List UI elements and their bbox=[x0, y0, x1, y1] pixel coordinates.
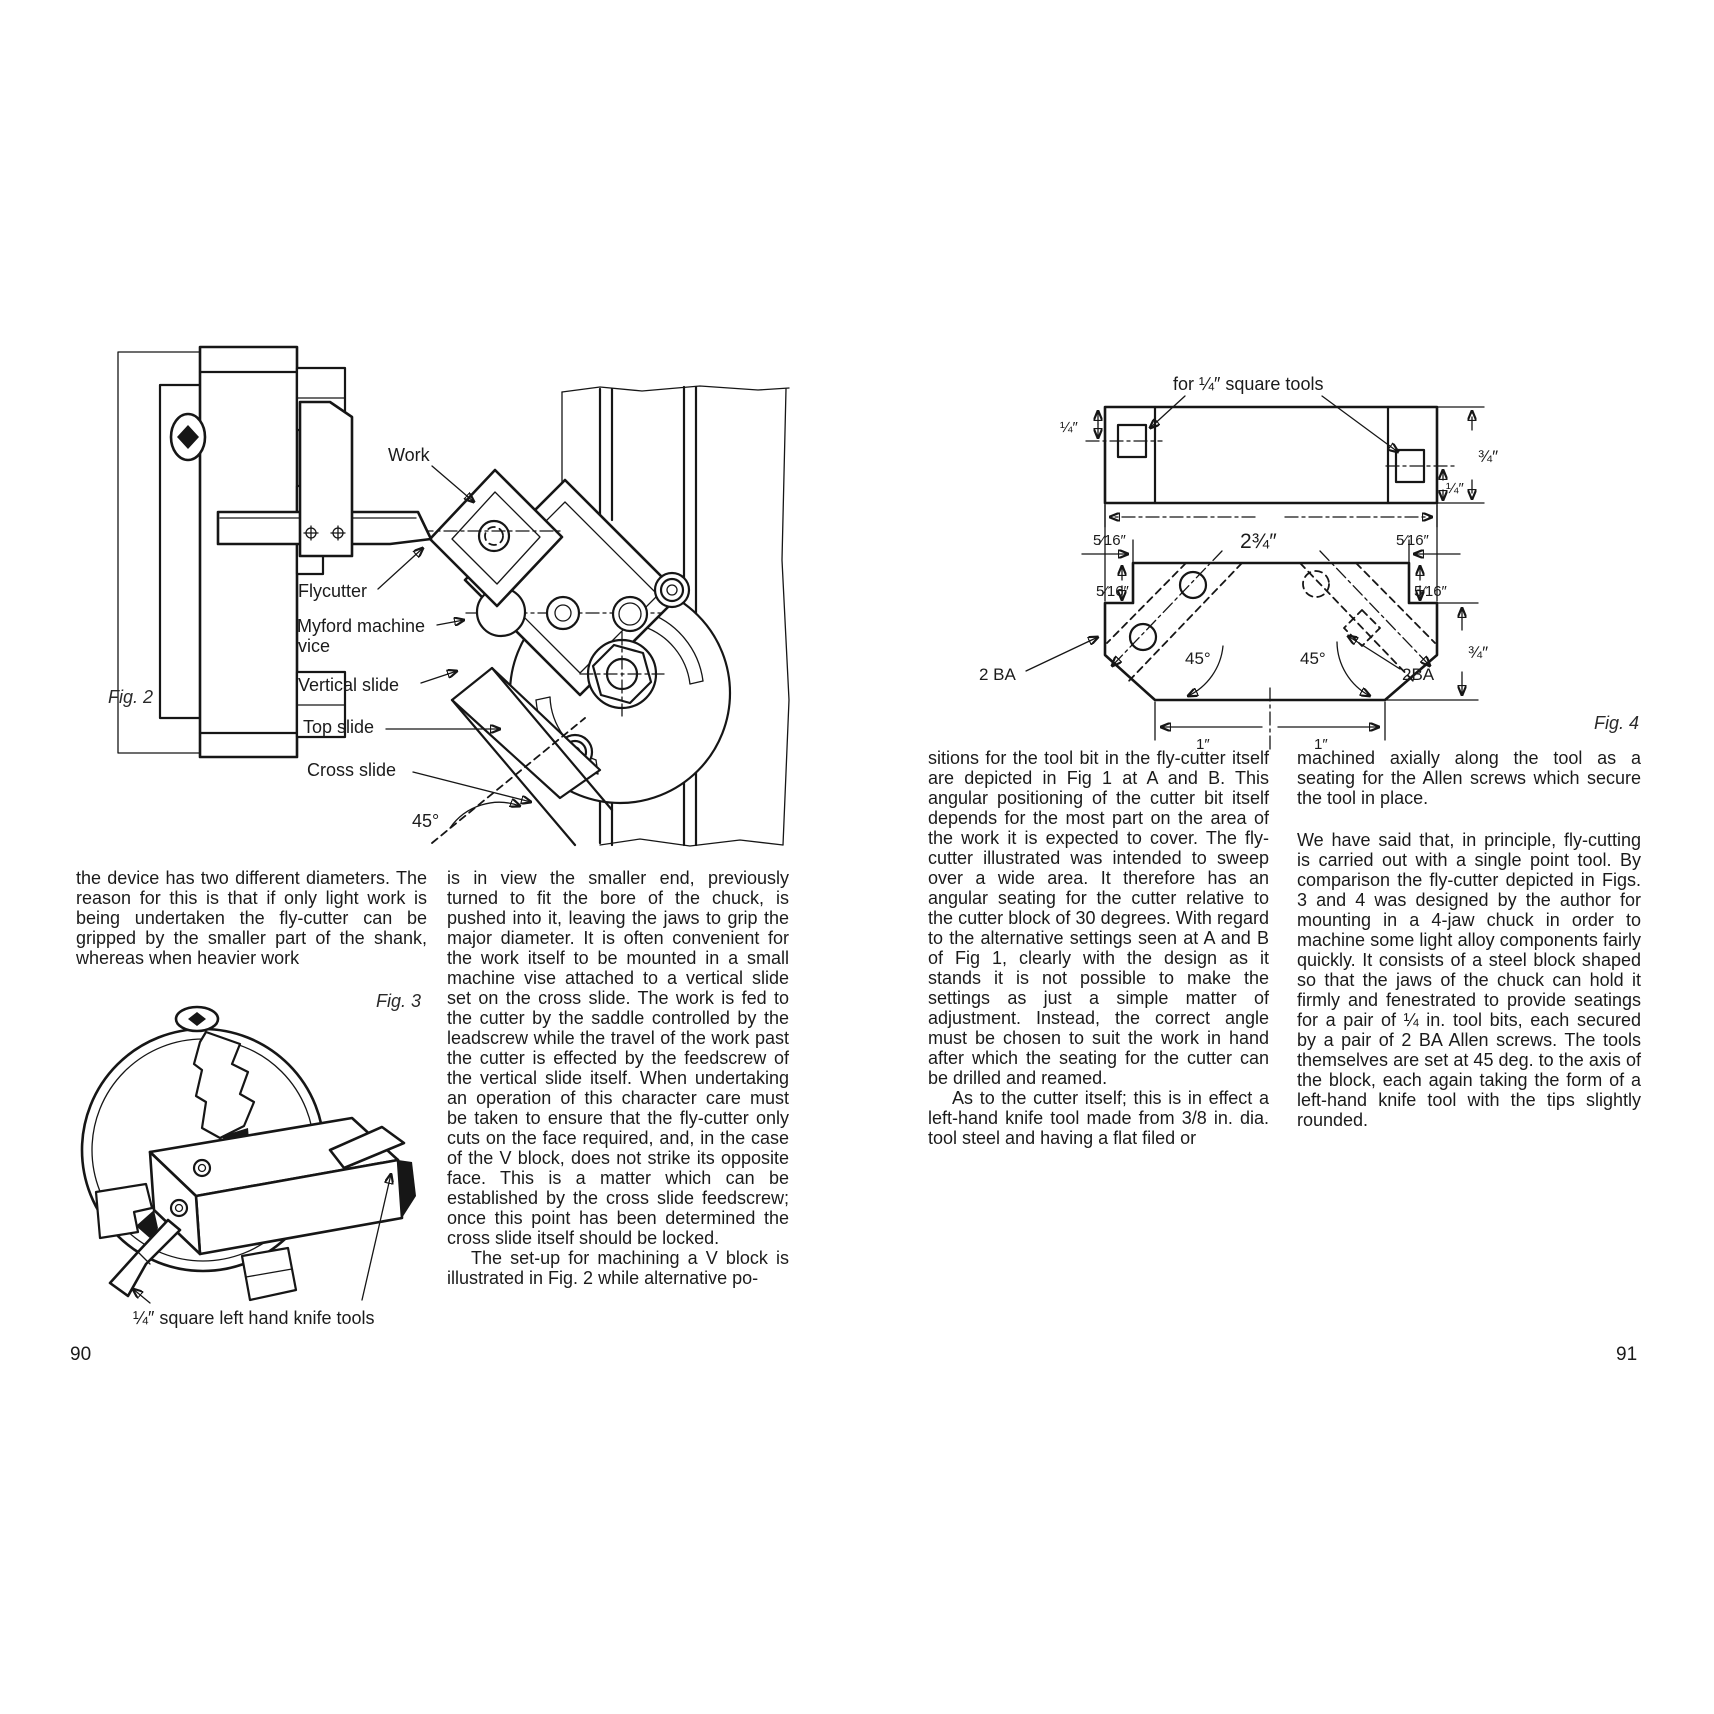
dim-three-quarters-bottom: ¾″ bbox=[1468, 643, 1489, 662]
angle-right: 45° bbox=[1300, 649, 1326, 668]
col1-paragraph: the device has two different diameters. The reason for this is that if only light work is being undertaken the fly-cutter can be gripped by the smaller part of the shank, whereas when heavier work bbox=[76, 868, 427, 968]
figure-3-chuck-block-drawing bbox=[70, 985, 455, 1345]
figure-2-lathe-setup-drawing bbox=[90, 330, 805, 855]
fig2-caption: Fig. 2 bbox=[108, 687, 154, 707]
fig2-label-flycutter: Flycutter bbox=[298, 581, 368, 601]
left-page-column-1 bbox=[76, 868, 427, 968]
col2-paragraph-1: is in view the smaller end, previously turned to fit the bore of the chuck, is pushed into it, leaving the jaws to grip the major diameter. It is often convenient for the work itself to be mounted in a small machine vise attached to a vertical slide set on the cross slide. The work is fed to the cutter by the saddle controlled by the leadscrew while the travel of the work past the cutter is effected by the feedscrew of the vertical slide itself. When undertaking an operation of this character care must be taken to ensure that the fly-cutter only cuts on the face required, and, in the case of the V block, does not strike its opposite face. This is a matter which can be established by the cross slide feedscrew; once this point has been determined the cross slide itself should be locked. bbox=[447, 868, 789, 1248]
ba-left: 2 BA bbox=[979, 665, 1016, 684]
fig4-note-text: for ¼″ square tools bbox=[1173, 374, 1324, 394]
angle-left: 45° bbox=[1185, 649, 1211, 668]
fig2-label-vertical-slide: Vertical slide bbox=[298, 675, 400, 695]
page-number-right: 91 bbox=[1616, 1344, 1638, 1365]
fig2-label-vice-1: Myford machine bbox=[297, 616, 426, 636]
ba-right: 2BA bbox=[1402, 665, 1435, 684]
fig2-label-top-slide: Top slide bbox=[303, 717, 375, 737]
dim-quarter-right: ¼″ bbox=[1446, 480, 1464, 497]
dim-516-left-v: 5⁄16″ bbox=[1096, 583, 1129, 600]
right-page-column-2 bbox=[1297, 748, 1641, 1130]
fig2-label-angle: 45° bbox=[412, 811, 440, 831]
page-number-left: 90 bbox=[70, 1344, 92, 1365]
fig3-label-tools: ¼″ square left hand knife tools bbox=[133, 1308, 375, 1328]
dim-one-right: 1″ bbox=[1314, 736, 1328, 753]
fig4-top-view bbox=[1086, 407, 1458, 503]
dim-width: 2¾″ bbox=[1240, 530, 1277, 553]
fig2-label-vice-2: vice bbox=[298, 636, 331, 656]
dim-516-left-h: 5⁄16″ bbox=[1093, 532, 1126, 549]
fig3-caption: Fig. 3 bbox=[376, 991, 422, 1011]
col4-paragraph-1: machined axially along the tool as a seating for the Allen screws which secure the tool in place. bbox=[1297, 748, 1641, 808]
dim-516-right-h: 5⁄16″ bbox=[1396, 532, 1429, 549]
left-page-column-2 bbox=[447, 868, 789, 1288]
fig2-label-work: Work bbox=[388, 445, 430, 465]
fig2-label-cross-slide: Cross slide bbox=[307, 760, 397, 780]
dim-three-quarters-right: ¾″ bbox=[1478, 447, 1499, 466]
dim-quarter-top-left: ¼″ bbox=[1060, 419, 1078, 436]
fig4-caption: Fig. 4 bbox=[1594, 713, 1640, 733]
col4-paragraph-2: We have said that, in principle, fly-cutting is carried out with a single point tool. By comparison the fly-cutter depicted in Figs. 3 and 4 was designed by the author for mounting in a 4-jaw chuck in order to machine some light alloy components fairly quickly. It consists of a steel block shaped so that the jaws of the chuck can hold it firmly and fenestrated to provide seatings for a pair of ¼ in. tool bits, each secured by a pair of 2 BA Allen screws. The tools themselves are set at 45 deg. to the axis of the block, each again taking the form of a left-hand knife tool with the tips slightly rounded. bbox=[1297, 830, 1641, 1130]
flycutter-holder-plate bbox=[300, 402, 352, 556]
dim-one-left: 1″ bbox=[1196, 736, 1210, 753]
dim-516-right-v: 5⁄16″ bbox=[1414, 583, 1447, 600]
figure-4-dimensioned-drawing bbox=[975, 335, 1520, 760]
right-page-column-1 bbox=[928, 748, 1269, 1148]
col3-paragraph-1: sitions for the tool bit in the fly-cutter itself are depicted in Fig 1 at A and B. This angular positioning of the cutter bit itself depends for the most part on the area of the work it is expected to cover. The fly-cutter illustrated was intended to sweep over a wide area. It therefore has an angular seating for the cutter relative to the cutter block of 30 degrees. With regard to the alternative settings seen at A and B of Fig 1, clearly with the design as it stands it is not possible to make the settings as just a simple matter of adjustment. Instead, the correct angle must be chosen to suit the work in hand after which the seating for the cutter can be drilled and reamed. bbox=[928, 748, 1269, 1088]
col3-paragraph-2: As to the cutter itself; this is in effect a left-hand knife tool made from 3/8 in. dia. tool steel and having a flat filed or bbox=[928, 1088, 1269, 1148]
col2-paragraph-2: The set-up for machining a V block is illustrated in Fig. 2 while alternative po- bbox=[447, 1248, 789, 1288]
